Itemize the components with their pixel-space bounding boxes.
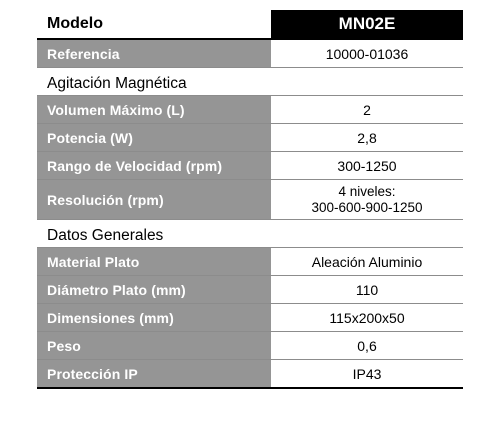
spec-table (37, 10, 463, 389)
section-title-general-data: Datos Generales (37, 220, 463, 248)
spec-row-power (37, 124, 463, 152)
spec-row-resolution (37, 180, 463, 220)
spec-row-plate-diameter (37, 276, 463, 304)
reference-row (37, 40, 463, 68)
spec-row-plate-material (37, 248, 463, 276)
spec-value: 115x200x50 (271, 304, 463, 331)
spec-label: Rango de Velocidad (rpm) (37, 152, 271, 179)
spec-value: Aleación Aluminio (271, 248, 463, 275)
spec-label: Material Plato (37, 248, 271, 275)
model-header-row (37, 10, 463, 40)
spec-label: Potencia (W) (37, 124, 271, 151)
spec-label: Resolución (rpm) (37, 180, 271, 219)
spec-value: 2,8 (271, 124, 463, 151)
reference-label: Referencia (37, 40, 271, 67)
spec-row-max-volume (37, 96, 463, 124)
spec-value: 110 (271, 276, 463, 303)
spec-value: 300-1250 (271, 152, 463, 179)
model-label: Modelo (47, 15, 103, 32)
spec-value (271, 180, 463, 219)
spec-row-speed-range (37, 152, 463, 180)
spec-value: IP43 (271, 360, 463, 387)
spec-label: Peso (37, 332, 271, 359)
spec-label: Volumen Máximo (L) (37, 96, 271, 123)
spec-label: Protección IP (37, 360, 271, 387)
spec-value-line-2: 300-600-900-1250 (311, 199, 423, 215)
spec-row-dimensions (37, 304, 463, 332)
spec-row-ip-protection (37, 360, 463, 389)
model-value: MN02E (271, 10, 463, 38)
spec-label: Dimensiones (mm) (37, 304, 271, 331)
spec-label: Diámetro Plato (mm) (37, 276, 271, 303)
spec-value-line-1: 4 niveles: (338, 183, 396, 199)
reference-value: 10000-01036 (271, 40, 463, 67)
section-title-magnetic-stirring: Agitación Magnética (37, 68, 463, 96)
spec-value: 0,6 (271, 332, 463, 359)
spec-value: 2 (271, 96, 463, 123)
spec-row-weight (37, 332, 463, 360)
